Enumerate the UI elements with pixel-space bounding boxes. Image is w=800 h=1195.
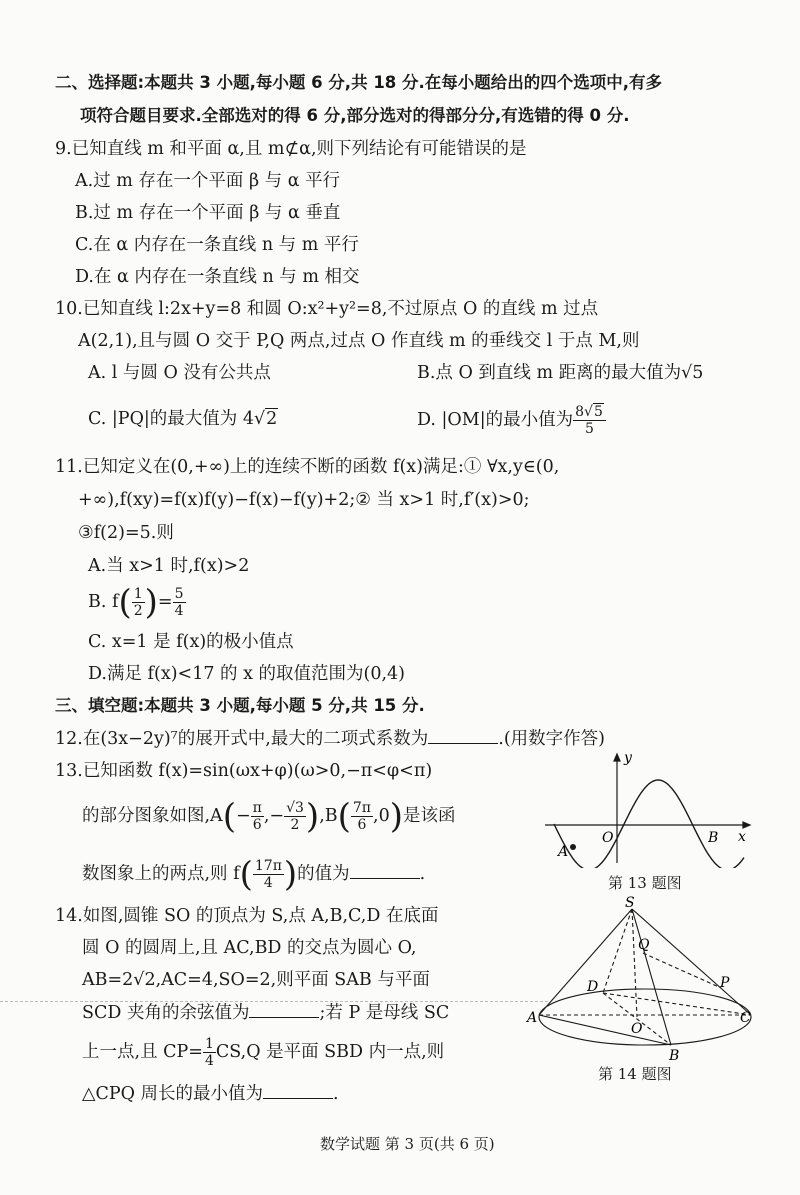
q12-answer-blank[interactable] — [428, 727, 498, 744]
q13-period: . — [419, 864, 426, 884]
q13-a-x-num: π — [252, 800, 262, 816]
page-footer: 数学试题 第 3 页(共 6 页) — [320, 1135, 495, 1153]
q13-line3-suffix: 的值为 — [297, 864, 350, 884]
q13-line2-prefix: 的部分图象如图,A — [82, 806, 223, 826]
q9-stem: 9.已知直线 m 和平面 α,且 m⊄α,则下列结论有可能错误的是 — [55, 139, 527, 159]
q13-a-y-sign: − — [269, 806, 285, 826]
q11-option-b-lparen: ( — [118, 582, 132, 623]
q13-figure — [540, 748, 760, 868]
q10-option-d-num-coef: 8 — [575, 404, 585, 420]
q10-option-c-sqrt: √2 — [254, 409, 278, 429]
q11-option-a: A.当 x>1 时,f(x)>2 — [88, 556, 250, 576]
q11-stem-line3: ③f(2)=5.则 — [78, 523, 174, 543]
q10-option-c-text: C. |PQ|的最大值为 4 — [88, 409, 255, 429]
q9-option-d: D.在 α 内存在一条直线 n 与 m 相交 — [75, 267, 360, 287]
q13-answer-blank[interactable] — [350, 862, 420, 879]
q11-option-c: C. x=1 是 f(x)的极小值点 — [88, 632, 294, 652]
q13-a-lparen: ( — [222, 796, 236, 837]
q12-stem-text: 12.在(3x−2y)⁷的展开式中,最大的二项式系数为 — [55, 729, 429, 749]
q13-line3-prefix: 数图象上的两点,则 f — [82, 864, 240, 884]
q14-stem-line4 — [82, 1001, 449, 1024]
q14-stem-line5 — [82, 1030, 444, 1074]
q14-edge-sa — [539, 909, 632, 1015]
q13-b-label: ,B — [319, 806, 338, 826]
q14-caption: 第 14 题图 — [598, 1065, 672, 1083]
q13-stem-line2: 的部分图象如图,A(− $\frac{\pi}{6}$ ,− $\frac{√3}{2}$ ),B( $\frac{7\pi}{6}$ ,0)是该函 — [82, 796, 456, 837]
q14-stem-line6 — [82, 1082, 339, 1105]
q9-option-c: C.在 α 内存在一条直线 n 与 m 平行 — [75, 235, 359, 255]
q13-b-y: 0 — [378, 806, 390, 826]
q10-option-c-root: 2 — [266, 409, 278, 429]
q14-period: . — [333, 1084, 339, 1104]
q11-option-b-prefix: B. f — [88, 592, 119, 612]
q14-label-p: P — [720, 975, 730, 991]
q13-b-lparen: ( — [337, 796, 351, 837]
q14-label-q: Q — [638, 937, 650, 953]
q13-x-label: x — [738, 829, 746, 845]
q10-option-d-fraction: $\frac{8√5}{5}$ — [573, 404, 606, 437]
q12-suffix: .(用数字作答) — [498, 729, 605, 749]
q14-stem-line2: 圆 O 的圆周上,且 AC,BD 的交点为圆心 O, — [82, 938, 417, 958]
q14-answer-blank-1[interactable] — [249, 1001, 319, 1018]
q12-stem — [55, 727, 605, 750]
q11-option-b-rparen: ) — [144, 582, 158, 623]
q13-a-x-sign: − — [235, 806, 251, 826]
q14-line5-suffix: CS,Q 是平面 SBD 内一点,则 — [215, 1042, 445, 1062]
q13-a-y-den: 2 — [290, 817, 300, 833]
q13-x-arrow — [743, 822, 750, 828]
q10-stem-line2: A(2,1),且与圆 O 交于 P,Q 两点,过点 O 作直线 m 的垂线交 l 于点 M,则 — [78, 331, 640, 351]
q14-chord-dc — [603, 993, 751, 1015]
q11-option-b-val-num: 5 — [174, 586, 184, 602]
q13-f-rparen: ) — [283, 854, 298, 895]
q13-b-x-den: 6 — [357, 817, 367, 833]
q13-sine-curve — [554, 780, 744, 868]
q13-b-x-num: 7π — [352, 800, 371, 816]
q10-option-d-den: 5 — [585, 421, 594, 437]
q14-chord-ab — [539, 1015, 671, 1045]
section2-heading-line2: 项符合题目要求.全部选对的得 6 分,部分选对的得部分分,有选错的得 0 分. — [80, 106, 630, 125]
q14-line5-prefix: 上一点,且 CP= — [82, 1042, 203, 1062]
q14-edge-sc — [632, 909, 751, 1015]
q11-option-b-val-den: 4 — [174, 603, 184, 619]
q13-y-arrow — [614, 754, 620, 761]
q10-option-c — [88, 408, 278, 430]
q10-option-b: B.点 O 到直线 m 距离的最大值为√5 — [417, 363, 704, 383]
q9-option-b: B.过 m 存在一个平面 β 与 α 垂直 — [75, 203, 341, 223]
q14-line4-suffix: ;若 P 是母线 SC — [319, 1003, 450, 1023]
q14-stem-line1: 14.如图,圆锥 SO 的顶点为 S,点 A,B,C,D 在底面 — [55, 906, 439, 926]
section3-heading: 三、填空题:本题共 3 小题,每小题 5 分,共 15 分. — [55, 696, 425, 715]
q13-o-label: O — [602, 830, 614, 846]
q13-b-rparen: ) — [389, 796, 403, 837]
q13-a-y — [284, 800, 306, 833]
q14-cp-fraction — [203, 1036, 216, 1069]
q13-stem-line3 — [82, 852, 425, 896]
q14-base-circle — [539, 989, 751, 1045]
q10-stem-line1: 10.已知直线 l:2x+y=8 和圆 O:x²+y²=8,不过原点 O 的直线 m 过点 — [55, 299, 599, 319]
q11-option-b — [88, 580, 186, 624]
q14-cp-num: 1 — [204, 1036, 214, 1052]
q13-b-label-fig: B — [708, 830, 719, 846]
q10-option-d — [417, 398, 606, 442]
q13-line2-suffix: 是该函 — [402, 806, 456, 826]
q13-a-rparen: ) — [305, 796, 320, 837]
q13-point-a — [570, 844, 576, 850]
q14-label-d: D — [587, 979, 599, 995]
q14-label-s: S — [625, 895, 635, 911]
q11-option-b-eq: = — [157, 592, 173, 612]
q11-option-b-value — [173, 586, 186, 619]
q13-y-label: y — [624, 750, 632, 766]
q14-figure — [525, 895, 765, 1070]
q13-a-label: A — [558, 844, 569, 860]
q10-option-a: A. l 与圆 O 没有公共点 — [88, 363, 271, 383]
q13-a-x — [251, 800, 264, 833]
q10-option-d-num-root: 5 — [593, 404, 603, 420]
q14-label-b: B — [669, 1048, 680, 1064]
q13-stem-line1: 13.已知函数 f(x)=sin(ωx+φ)(ω>0,−π<φ<π) — [55, 761, 433, 781]
q14-label-c: C — [740, 1010, 751, 1026]
q14-cp-den: 4 — [204, 1053, 214, 1069]
q14-label-a: A — [527, 1010, 538, 1026]
q14-line4-prefix: SCD 夹角的余弦值为 — [82, 1003, 250, 1023]
scan-dashed-line — [0, 1001, 548, 1002]
q14-answer-blank-2[interactable] — [263, 1082, 333, 1099]
q11-option-b-arg-num: 1 — [133, 586, 143, 602]
q14-edge-sd — [603, 909, 632, 993]
q11-stem-line2: +∞),f(xy)=f(x)f(y)−f(x)−f(y)+2;② 当 x>1 时,f′(x)>0; — [78, 490, 530, 510]
q14-line6-prefix: △CPQ 周长的最小值为 — [82, 1084, 264, 1104]
q13-f-arg — [253, 858, 284, 891]
q13-b-x — [351, 800, 373, 833]
q13-f-arg-den: 4 — [263, 875, 273, 891]
q10-option-d-text: D. |OM|的最小值为 — [417, 410, 574, 430]
q13-caption: 第 13 题图 — [608, 874, 682, 892]
q11-option-b-arg — [132, 586, 145, 619]
q14-label-o: O — [631, 1021, 643, 1037]
q13-a-x-den: 6 — [252, 817, 262, 833]
q9-option-a: A.过 m 存在一个平面 β 与 α 平行 — [75, 171, 341, 191]
section2-heading-line1: 二、选择题:本题共 3 小题,每小题 6 分,共 18 分.在每小题给出的四个选项中,有多 — [55, 73, 663, 92]
q13-f-arg-num: 17π — [254, 858, 282, 874]
q11-option-d: D.满足 f(x)<17 的 x 的取值范围为(0,4) — [88, 664, 406, 684]
q13-a-y-num: √3 — [286, 800, 304, 816]
q14-segment-qp — [643, 953, 721, 988]
q14-stem-line3: AB=2√2,AC=4,SO=2,则平面 SAB 与平面 — [82, 970, 430, 990]
q11-stem-line1: 11.已知定义在(0,+∞)上的连续不断的函数 f(x)满足:① ∀x,y∈(0, — [55, 457, 560, 477]
q11-option-b-arg-den: 2 — [133, 603, 143, 619]
q13-f-lparen: ( — [239, 854, 253, 895]
